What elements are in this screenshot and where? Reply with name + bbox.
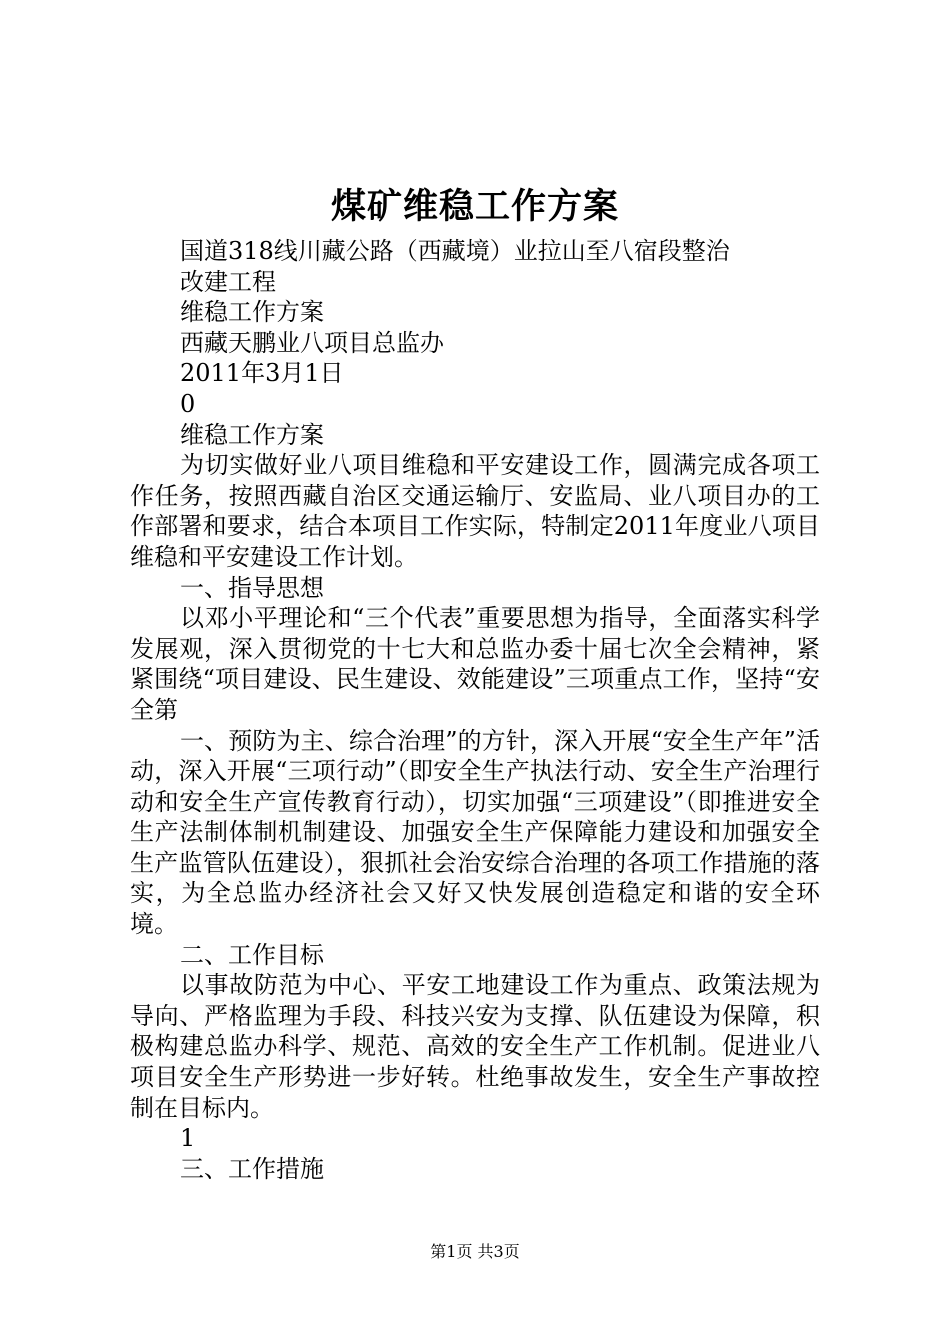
header-line-project-type: 改建工程: [180, 267, 276, 296]
paragraph-work-objectives: 以事故防范为中心、平安工地建设工作为重点、政策法规为导向、严格监理为手段、科技兴安为支撑、队伍建设为保障，积极构建总监办科学、规范、高效的安全生产工作机制。促进业八项目安全生产形势进一步好转。杜绝事故发生，安全生产事故控制在目标内。: [130, 971, 820, 1122]
document-body: [130, 236, 820, 1184]
page-footer: 第1页 共3页: [430, 1242, 520, 1261]
header-line-date: 2011年3月1日: [180, 359, 344, 388]
inline-page-number: 1: [180, 1124, 196, 1153]
document-title: 煤矿维稳工作方案: [330, 186, 619, 227]
heading-work-measures: 三、工作措施: [180, 1154, 324, 1183]
heading-guiding-ideology: 一、指导思想: [180, 573, 324, 602]
paragraph-guiding-ideology-continued: 一、预防为主、综合治理”的方针，深入开展“安全生产年”活动，深入开展“三项行动”（即安全生产执法行动、安全生产治理行动和安全生产宣传教育行动），切实加强“三项建设”（即推进安全生产法制体制机制建设、加强安全生产保障能力建设和加强安全生产监管队伍建设），狠抓社会治安综合治理的各项工作措施的落实，为全总监办经济社会又好又快发展创造稳定和谐的安全环境。: [130, 726, 820, 939]
header-line-project-name: 国道318线川藏公路（西藏境）业拉山至八宿段整治: [180, 237, 730, 265]
header-line-section-title: 维稳工作方案: [180, 420, 324, 449]
header-line-plan-title: 维稳工作方案: [180, 298, 324, 327]
paragraph-introduction: 为切实做好业八项目维稳和平安建设工作，圆满完成各项工作任务，按照西藏自治区交通运输厅、安监局、业八项目办的工作部署和要求，结合本项目工作实际，特制定2011年度业八项目维稳和平安建设工作计划。: [130, 451, 820, 571]
paragraph-guiding-ideology: 以邓小平理论和“三个代表”重要思想为指导，全面落实科学发展观，深入贯彻党的十七大和总监办委十届七次全会精神，紧紧围绕“项目建设、民生建设、效能建设”三项重点工作，坚持“安全第: [130, 604, 820, 724]
heading-work-objectives: 二、工作目标: [180, 940, 324, 969]
header-line-organization: 西藏天鹏业八项目总监办: [180, 328, 444, 357]
header-line-page-number: 0: [180, 389, 196, 418]
